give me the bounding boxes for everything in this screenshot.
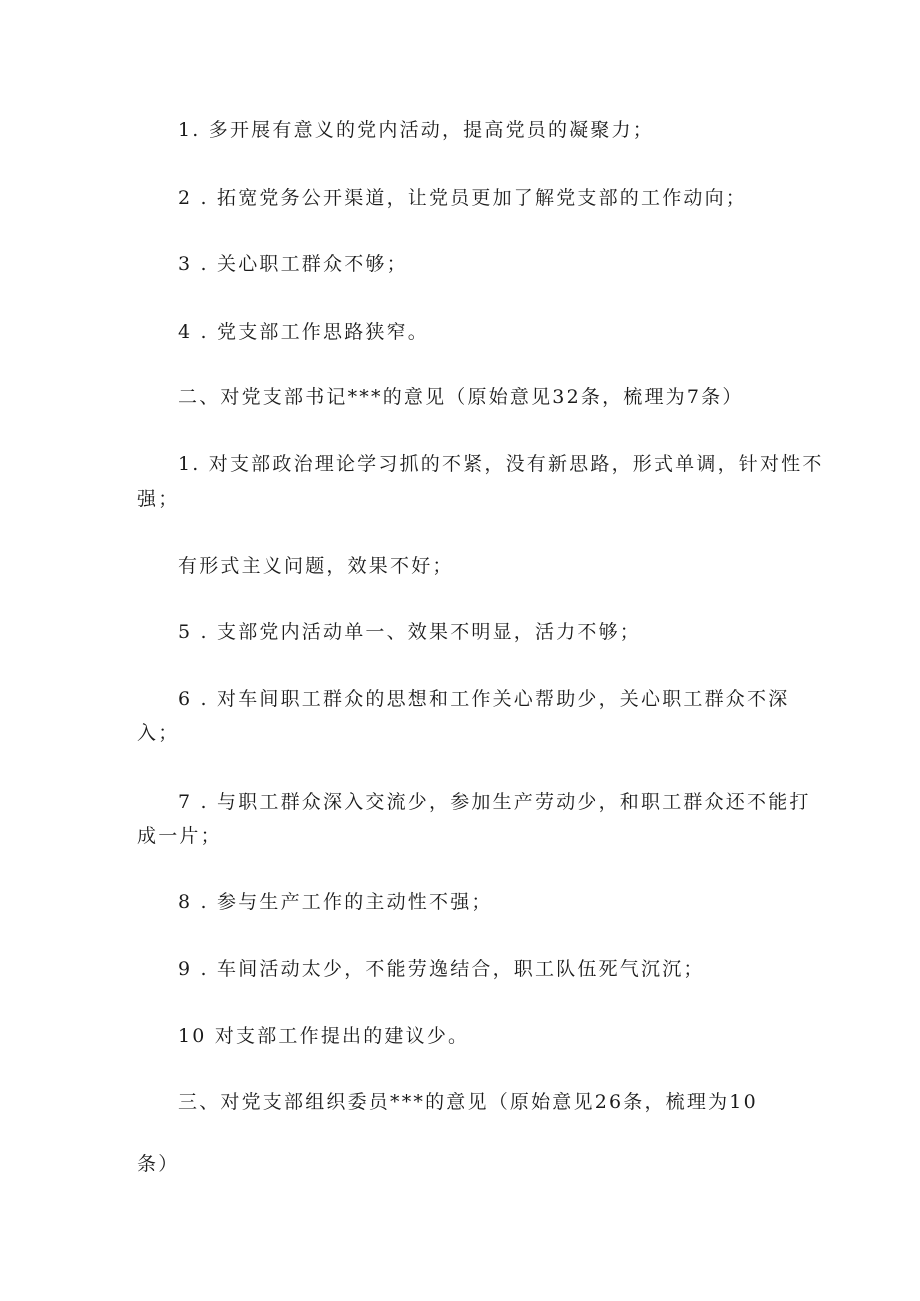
- list-item: 5 . 支部党内活动单一、效果不明显，活力不够；: [178, 621, 642, 643]
- list-item: 9 . 车间活动太少，不能劳逸结合，职工队伍死气沉沉；: [178, 958, 705, 980]
- section-heading-continuation: 条）: [137, 1153, 180, 1175]
- list-item-continuation: 强；: [137, 488, 180, 510]
- list-item: 6 . 对车间职工群众的思想和工作关心帮助少，关心职工群众不深: [178, 688, 790, 710]
- list-item-continuation: 入；: [137, 722, 180, 744]
- section-heading: 二、对党支部书记***的意见（原始意见32条，梳理为7条）: [178, 386, 744, 408]
- section-heading: 三、对党支部组织委员***的意见（原始意见26条，梳理为10: [178, 1091, 758, 1113]
- list-item-continuation: 成一片；: [137, 825, 222, 847]
- list-item: 4 . 党支部工作思路狭窄。: [178, 321, 430, 343]
- list-item: 2 . 拓宽党务公开渠道，让党员更加了解党支部的工作动向；: [178, 187, 748, 209]
- list-item: 3 . 关心职工群众不够；: [178, 253, 408, 275]
- list-item: 8 . 参与生产工作的主动性不强；: [178, 891, 493, 913]
- list-item: 7 . 与职工群众深入交流少，参加生产劳动少，和职工群众还不能打: [178, 791, 811, 813]
- list-item: 10 对支部工作提出的建议少。: [178, 1025, 470, 1047]
- list-item: 1. 多开展有意义的党内活动，提高党员的凝聚力；: [178, 119, 654, 141]
- paragraph: 有形式主义问题，效果不好；: [178, 555, 454, 577]
- list-item: 1. 对支部政治理论学习抓的不紧，没有新思路，形式单调，针对性不: [178, 453, 824, 475]
